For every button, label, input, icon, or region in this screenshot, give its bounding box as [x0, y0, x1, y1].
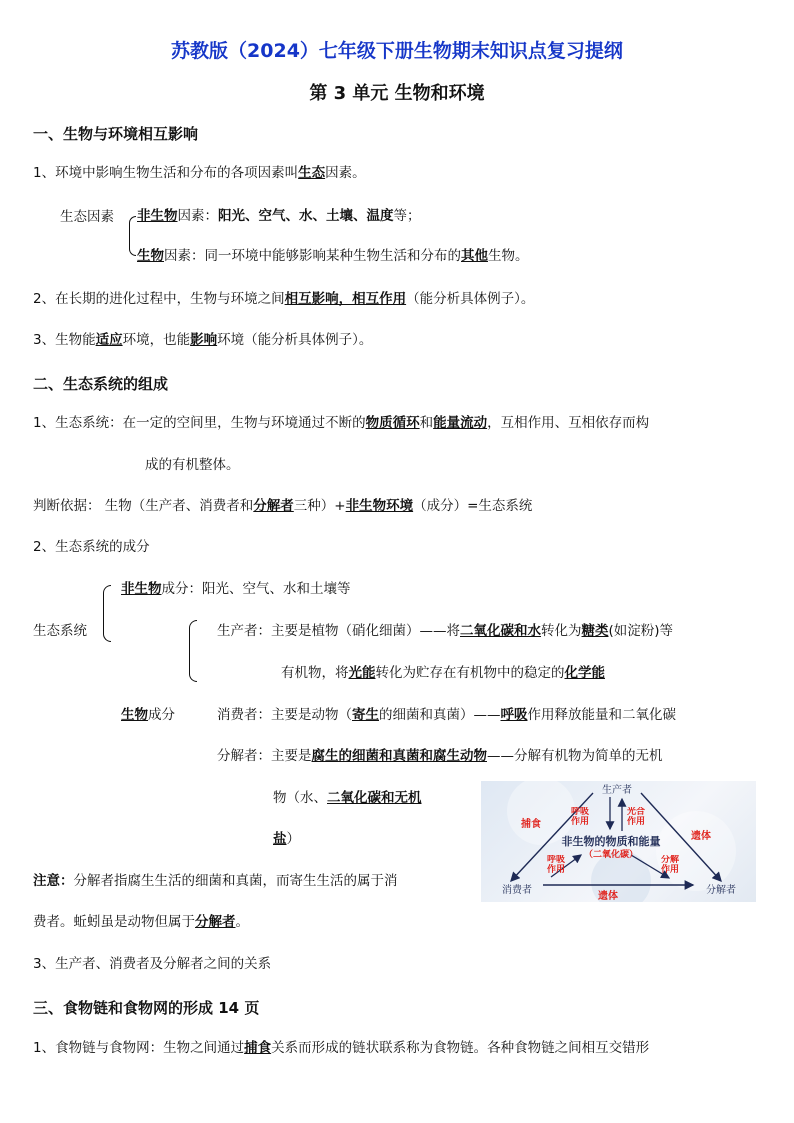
respiration-label-left: 呼吸作用 — [547, 855, 566, 875]
decomposer-line-1: 分解者：主要是腐生的细菌和真菌和腐生动物——分解有机物为简单的无机 — [217, 748, 663, 764]
respiration-label-left-box — [547, 855, 577, 881]
producer-line-1: 生产者：主要是植物（硝化细菌）——将二氧化碳和水转化为糖类(如淀粉)等 — [217, 623, 674, 639]
center-sub-label: （二氧化碳） — [583, 850, 639, 860]
photosynthesis-label-box — [627, 807, 657, 833]
s2-item-2: 2、生态系统的成分 — [33, 539, 150, 555]
decomposition-label: 分解作用 — [661, 855, 680, 875]
ecosystem-relationship-figure — [481, 781, 756, 902]
section-heading-3: 三、食物链和食物网的形成 14 页 — [33, 999, 260, 1017]
ecosystem-label: 生态系统 — [33, 623, 87, 639]
predation-label: 捕食 — [521, 819, 541, 830]
producer-node: 生产者 — [602, 785, 632, 796]
respiration-label-top-box — [571, 807, 601, 833]
document-title: 苏教版（2024）七年级下册生物期末知识点复习提纲 — [171, 40, 623, 62]
biotic-component-label: 生物成分 — [121, 707, 175, 723]
s1-item-1: 1、环境中影响生物生活和分布的各项因素叫生态因素。 — [33, 165, 366, 181]
s2-item-3: 3、生产者、消费者及分解者之间的关系 — [33, 956, 272, 972]
brace — [189, 620, 197, 682]
remains-label-bottom: 遗体 — [598, 891, 618, 902]
respiration-label-top: 呼吸作用 — [571, 807, 590, 827]
brace — [129, 216, 136, 256]
photosynthesis-label: 光合作用 — [627, 807, 646, 827]
decomposer-line-3: 盐） — [273, 831, 300, 847]
biotic-factor: 生物因素：同一环境中能够影响某种生物生活和分布的其他生物。 — [137, 248, 529, 264]
note-line-1: 注意：分解者指腐生生活的细菌和真菌，而寄生生活的属于消 — [33, 873, 398, 889]
section-heading-2: 二、生态系统的组成 — [33, 375, 169, 393]
decomposition-label-box — [661, 855, 691, 881]
section-heading-1: 一、生物与环境相互影响 — [33, 125, 199, 143]
eco-factor-label: 生态因素 — [60, 209, 114, 225]
abiotic-factor: 非生物因素：阳光、空气、水、土壤、温度等； — [137, 208, 421, 224]
relationship-diagram — [481, 781, 756, 902]
decomposer-line-2: 物（水、二氧化碳和无机 — [273, 790, 422, 806]
s3-item-1: 1、食物链与食物网：生物之间通过捕食关系而形成的链状联系称为食物链。各种食物链之间相互交错形 — [33, 1040, 650, 1056]
producer-line-2: 有机物，将光能转化为贮存在有机物中的稳定的化学能 — [281, 665, 605, 681]
brace — [103, 585, 111, 642]
consumer-node: 消费者 — [502, 885, 532, 896]
center-node: 非生物的物质和能量 — [561, 835, 661, 848]
s1-item-3: 3、生物能适应环境，也能影响环境（能分析具体例子）。 — [33, 332, 373, 348]
decomposer-node: 分解者 — [706, 885, 736, 896]
remains-label-right: 遗体 — [691, 831, 711, 842]
note-line-2: 费者。蚯蚓虽是动物但属于分解者。 — [33, 914, 249, 930]
abiotic-component: 非生物成分：阳光、空气、水和土壤等 — [121, 581, 351, 597]
judge-basis: 判断依据： 生物（生产者、消费者和分解者三种）+非生物环境（成分）=生态系统 — [33, 498, 533, 514]
s1-item-2: 2、在长期的进化过程中，生物与环境之间相互影响，相互作用（能分析具体例子）。 — [33, 291, 535, 307]
s2-item-1: 1、生态系统：在一定的空间里，生物与环境通过不断的物质循环和能量流动，互相作用、互相依存而构 — [33, 415, 650, 431]
s2-item-1-cont: 成的有机整体。 — [145, 457, 240, 473]
consumer-line: 消费者：主要是动物（寄生的细菌和真菌）——呼吸作用释放能量和二氧化碳 — [217, 707, 676, 723]
unit-title: 第 3 单元 生物和环境 — [309, 83, 485, 104]
